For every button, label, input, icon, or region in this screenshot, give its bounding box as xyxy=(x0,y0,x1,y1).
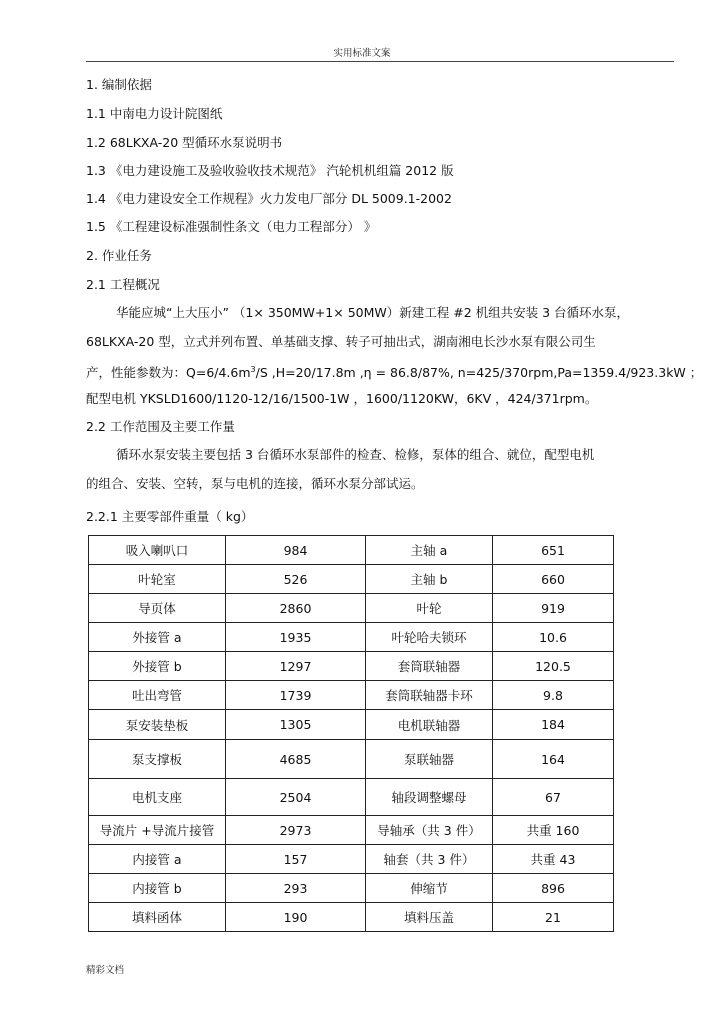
part-weight-right: 164 xyxy=(493,740,614,779)
parts-weight-table xyxy=(88,535,614,932)
part-weight-left: 157 xyxy=(226,845,366,874)
section-1-2: 1.2 68LKXA-20 型循环水泵说明书 xyxy=(86,135,283,150)
part-name-left: 导页体 xyxy=(89,594,226,623)
part-weight-left: 1935 xyxy=(226,623,366,652)
params-text-a: 产，性能参数为：Q=6/4.6m xyxy=(86,365,251,381)
page-header: 实用标准文案 xyxy=(333,48,391,59)
part-name-right: 叶轮 xyxy=(366,594,493,623)
section-2-2-1: 2.2.1 主要零部件重量（ kg） xyxy=(86,509,254,524)
part-weight-right: 共重 43 xyxy=(493,845,614,874)
part-weight-right: 896 xyxy=(493,874,614,903)
section-2-1: 2.1 工程概况 xyxy=(86,277,160,292)
part-weight-right: 21 xyxy=(493,903,614,932)
part-weight-left: 984 xyxy=(226,536,366,565)
table-row xyxy=(89,594,614,623)
table-row xyxy=(89,816,614,845)
part-name-right: 填料压盖 xyxy=(366,903,493,932)
section-1-4: 1.4 《电力建设安全工作规程》火力发电厂部分 DL 5009.1-2002 xyxy=(86,191,452,206)
section-2-2: 2.2 工作范围及主要工作量 xyxy=(86,419,235,434)
part-weight-left: 2504 xyxy=(226,779,366,816)
table-row xyxy=(89,903,614,932)
part-name-left: 电机支座 xyxy=(89,779,226,816)
part-weight-right: 9.8 xyxy=(493,681,614,710)
part-name-right: 主轴 a xyxy=(366,536,493,565)
part-weight-right: 67 xyxy=(493,779,614,816)
table-row xyxy=(89,710,614,740)
part-name-left: 吐出弯管 xyxy=(89,681,226,710)
part-weight-right: 660 xyxy=(493,565,614,594)
part-weight-left: 2860 xyxy=(226,594,366,623)
part-weight-left: 1305 xyxy=(226,710,366,740)
part-name-left: 吸入喇叭口 xyxy=(89,536,226,565)
part-weight-right: 共重 160 xyxy=(493,816,614,845)
part-name-right: 电机联轴器 xyxy=(366,710,493,740)
page-footer: 精彩文档 xyxy=(86,965,125,976)
section-2-heading: 2. 作业任务 xyxy=(86,248,152,263)
part-name-left: 内接管 a xyxy=(89,845,226,874)
header-divider xyxy=(86,61,674,62)
part-weight-left: 1297 xyxy=(226,652,366,681)
overview-paragraph-line-4: 配型电机 YKSLD1600/1120-12/16/1500-1W ，1600/1120KW，6KV ，424/371rpm。 xyxy=(86,391,598,406)
parts-table-body xyxy=(89,536,614,932)
part-weight-right: 919 xyxy=(493,594,614,623)
table-row xyxy=(89,681,614,710)
table-row xyxy=(89,740,614,779)
part-weight-left: 4685 xyxy=(226,740,366,779)
table-row xyxy=(89,652,614,681)
table-row xyxy=(89,874,614,903)
part-weight-right: 651 xyxy=(493,536,614,565)
section-1-1: 1.1 中南电力设计院图纸 xyxy=(86,106,223,121)
overview-paragraph-line-1: 华能应城“上大压小” （1× 350MW+1× 50MW）新建工程 #2 机组共安装 3 台循环水泵， xyxy=(116,305,630,320)
part-name-left: 外接管 a xyxy=(89,623,226,652)
part-name-right: 泵联轴器 xyxy=(366,740,493,779)
section-1-heading: 1. 编制依据 xyxy=(86,77,152,92)
section-1-3: 1.3 《电力建设施工及验收验收技术规范》 汽轮机机组篇 2012 版 xyxy=(86,163,454,178)
overview-paragraph-line-2: 68LKXA-20 型，立式并列布置、单基础支撑、转子可抽出式，湖南湘电长沙水泵有限公司生 xyxy=(86,334,596,349)
part-weight-left: 293 xyxy=(226,874,366,903)
part-weight-right: 184 xyxy=(493,710,614,740)
part-weight-left: 190 xyxy=(226,903,366,932)
part-name-right: 叶轮哈夫锁环 xyxy=(366,623,493,652)
part-name-right: 导轴承（共 3 件） xyxy=(366,816,493,845)
table-row xyxy=(89,536,614,565)
section-1-5: 1.5 《工程建设标准强制性条文（电力工程部分） 》 xyxy=(86,219,377,234)
overview-paragraph-line-3 xyxy=(86,362,702,381)
table-row xyxy=(89,623,614,652)
part-name-left: 泵支撑板 xyxy=(89,740,226,779)
part-name-left: 泵安装垫板 xyxy=(89,710,226,740)
part-weight-left: 1739 xyxy=(226,681,366,710)
part-name-right: 轴段调整螺母 xyxy=(366,779,493,816)
part-weight-left: 2973 xyxy=(226,816,366,845)
part-name-left: 内接管 b xyxy=(89,874,226,903)
table-row xyxy=(89,845,614,874)
part-name-left: 外接管 b xyxy=(89,652,226,681)
table-row xyxy=(89,779,614,816)
params-text-b: /S ,H=20/17.8m ,η = 86.8/87%, n=425/370rpm,Pa=1359.4/923.3kW ； xyxy=(255,365,703,381)
scope-paragraph-line-2: 的组合、安装、空转，泵与电机的连接，循环水泵分部试运。 xyxy=(86,476,424,491)
part-name-right: 主轴 b xyxy=(366,565,493,594)
params-superscript: 3 xyxy=(250,365,256,374)
part-name-right: 轴套（共 3 件） xyxy=(366,845,493,874)
part-weight-right: 120.5 xyxy=(493,652,614,681)
part-name-right: 伸缩节 xyxy=(366,874,493,903)
part-name-left: 叶轮室 xyxy=(89,565,226,594)
part-name-right: 套筒联轴器 xyxy=(366,652,493,681)
part-weight-right: 10.6 xyxy=(493,623,614,652)
table-row xyxy=(89,565,614,594)
part-weight-left: 526 xyxy=(226,565,366,594)
part-name-left: 导流片 +导流片接管 xyxy=(89,816,226,845)
scope-paragraph-line-1: 循环水泵安装主要包括 3 台循环水泵部件的检查、检修，泵体的组合、就位，配型电机 xyxy=(116,447,595,462)
part-name-right: 套筒联轴器卡环 xyxy=(366,681,493,710)
part-name-left: 填料函体 xyxy=(89,903,226,932)
